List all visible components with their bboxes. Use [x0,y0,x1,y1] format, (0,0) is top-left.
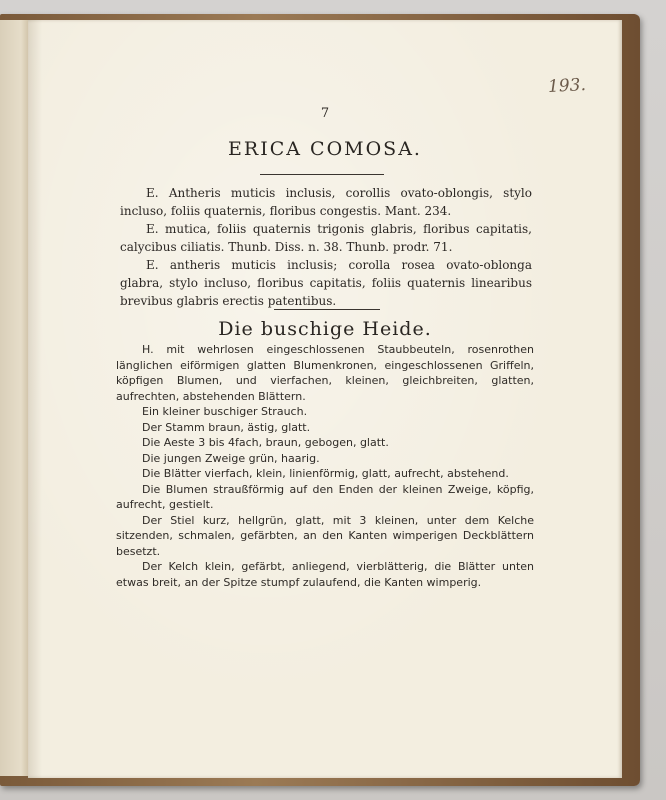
facing-page-edge [0,20,30,776]
book-page [28,20,622,778]
section-divider [274,309,380,310]
page-title: ERICA COMOSA. [228,138,422,160]
german-paragraph: H. mit wehrlosen eingeschlossenen Staubbeuteln, rosenrothen länglichen eiförmigen glatten Blumenkronen, eingeschlossenen Griffeln, köpfigen Blumen, und vierfachen, kleinen, gleichbreiten, glatten, aufrechten, abstehenden Blättern. [116,343,534,403]
title-divider [260,174,384,175]
latin-paragraph: E. antheris muticis inclusis; corolla rosea ovato-oblonga glabra, stylo incluso, floribus capitatis, foliis quaternis linearibus brevibus glabris erectis patentibus. [120,258,532,308]
latin-paragraph: E. mutica, foliis quaternis trigonis glabris, floribus capitatis, calycibus ciliatis. Thunb. Diss. n. 38. Thunb. prodr. 71. [120,222,532,254]
latin-paragraph: E. Antheris muticis inclusis, corollis ovato-oblongis, stylo incluso, foliis quaternis, floribus congestis. Mant. 234. [120,186,532,218]
german-paragraph: Die jungen Zweige grün, haarig. [142,451,320,465]
german-paragraph: Ein kleiner buschiger Strauch. [142,405,308,418]
german-paragraph: Die Aeste 3 bis 4fach, braun, gebogen, glatt. [142,436,389,449]
handwritten-page-number: 193. [547,75,587,97]
german-description [116,342,534,590]
german-paragraph: Die Blumen straußförmig auf den Enden der kleinen Zweige, köpfig, aufrecht, gestielt. [116,482,534,511]
german-paragraph: Der Kelch klein, gefärbt, anliegend, vierblätterig, die Blätter unten etwas breit, an der Spitze stumpf zulaufend, die Kanten wimperig. [116,560,534,589]
german-title: Die buschige Heide. [218,318,432,340]
german-paragraph: Der Stiel kurz, hellgrün, glatt, mit 3 kleinen, unter dem Kelche sitzenden, schmalen, gefärbten, an den Kanten wimperigen Deckblättern besetzt. [116,513,534,558]
latin-description [120,184,532,310]
german-paragraph: Der Stamm braun, ästig, glatt. [142,420,311,434]
plate-number: 7 [320,106,330,121]
german-paragraph: Die Blätter vierfach, klein, linienförmig, glatt, aufrecht, abstehend. [142,467,509,480]
